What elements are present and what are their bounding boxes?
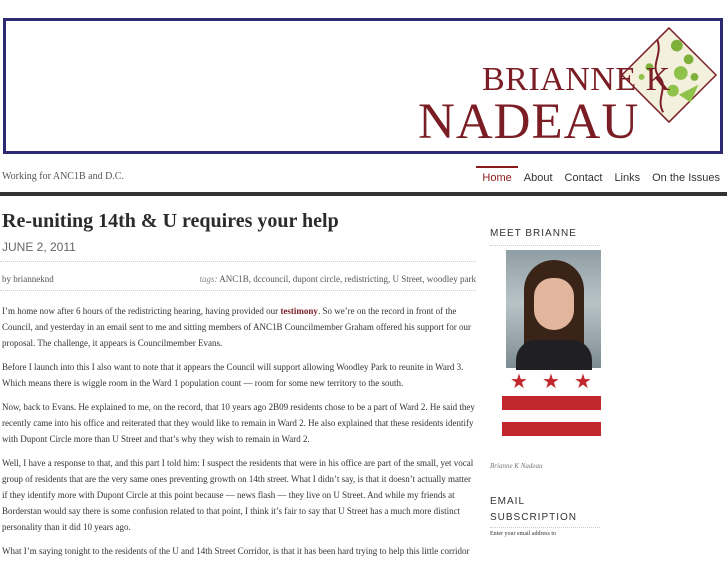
photo-caption: Brianne K Nadeau — [490, 462, 543, 470]
nav-contact[interactable]: Contact — [564, 172, 603, 184]
nav-home[interactable]: Home — [476, 166, 517, 188]
logo-last-name[interactable]: NADEAU — [418, 94, 640, 150]
post-meta-separator — [0, 290, 476, 291]
tag-links[interactable]: ANC1B, dccouncil, dupont circle, redistricting, U Street, woodley park — [219, 274, 476, 284]
post-paragraph: Now, back to Evans. He explained to me, on the record, that 10 years ago 2B09 residents chose to be a part of Ward 2. He said they recently came into his office and reiterated that they would like to remain in Ward 2. He also explained that these residents identify with Dupont Circle more than U Street and that’s why they wish to remain in Ward 2. — [2, 402, 475, 444]
main-nav — [476, 166, 726, 188]
brianne-photo[interactable] — [506, 250, 601, 368]
post-author-link[interactable]: by brianneknd — [2, 274, 54, 284]
nav-divider — [0, 192, 727, 196]
post-paragraph — [2, 303, 476, 351]
paragraph-text: I’m home now after 6 hours of the redistricting hearing, having provided our — [2, 306, 281, 316]
photo-shirt — [516, 340, 592, 370]
logo-first-name[interactable]: BRIANNE K — [482, 61, 671, 98]
post-paragraph: Before I launch into this I also want to note that it appears the Council will support allowing Woodley Park to reunite in Ward 3. Which means there is wiggle room in the Ward 1 population count — room for some new territory to the south. — [2, 362, 464, 388]
testimony-link[interactable]: testimony — [280, 306, 318, 316]
post-meta — [2, 274, 476, 284]
dc-flag-image — [502, 370, 601, 448]
post-tags — [200, 274, 476, 284]
sidebar — [490, 228, 600, 537]
post-title[interactable]: Re-uniting 14th & U requires your help — [2, 210, 339, 232]
nav-links[interactable]: Links — [614, 172, 641, 184]
widget-divider — [490, 245, 600, 246]
nav-on-the-issues[interactable]: On the Issues — [652, 172, 720, 184]
photo-face — [534, 278, 574, 330]
nav-about[interactable]: About — [523, 172, 553, 184]
meet-brianne-title: MEET BRIANNE — [490, 228, 577, 239]
flag-bar — [502, 396, 601, 410]
email-prompt: Enter your email address to — [490, 531, 556, 537]
flag-star-icon: ★ — [510, 369, 528, 393]
site-tagline: Working for ANC1B and D.C. — [2, 171, 124, 182]
flag-star-icon: ★ — [574, 369, 592, 393]
paragraph-text: . So we’re on the record in front of the Council, and yesterday in an email sent to me and sitting members of ANC1B Councilmember Graham offered his support for our proposal. The challenge, it appears is Councilmember Evans. — [2, 306, 471, 348]
flag-star-icon: ★ — [542, 369, 560, 393]
widget-divider — [490, 527, 600, 528]
post-body — [2, 303, 476, 567]
email-subscription-title: EMAIL SUBSCRIPTION — [490, 496, 578, 523]
tags-prefix: tags: — [199, 274, 218, 284]
post-date: JUNE 2, 2011 — [2, 240, 76, 254]
post-paragraph: What I’m saying tonight to the residents of the U and 14th Street Corridor, is that it has been hard trying to help this little corridor — [2, 546, 470, 556]
post-paragraph: Well, I have a response to that, and this part I told him: I suspect the residents that were in his office are part of the small, yet vocal group of residents that are the very same ones preventing growth on 14th street. What I didn’t say, is that it doesn’t actually matter if they identify more with Dupont Circle at this point because — news flash — they live on U Street. And while my friends at Borderstan would say there is some confusion related to that point, I think it’s fair to say that U Street has a much more distinct personality than it did 10 years ago. — [2, 458, 474, 532]
flag-bar — [502, 422, 601, 436]
post-separator — [0, 261, 476, 262]
